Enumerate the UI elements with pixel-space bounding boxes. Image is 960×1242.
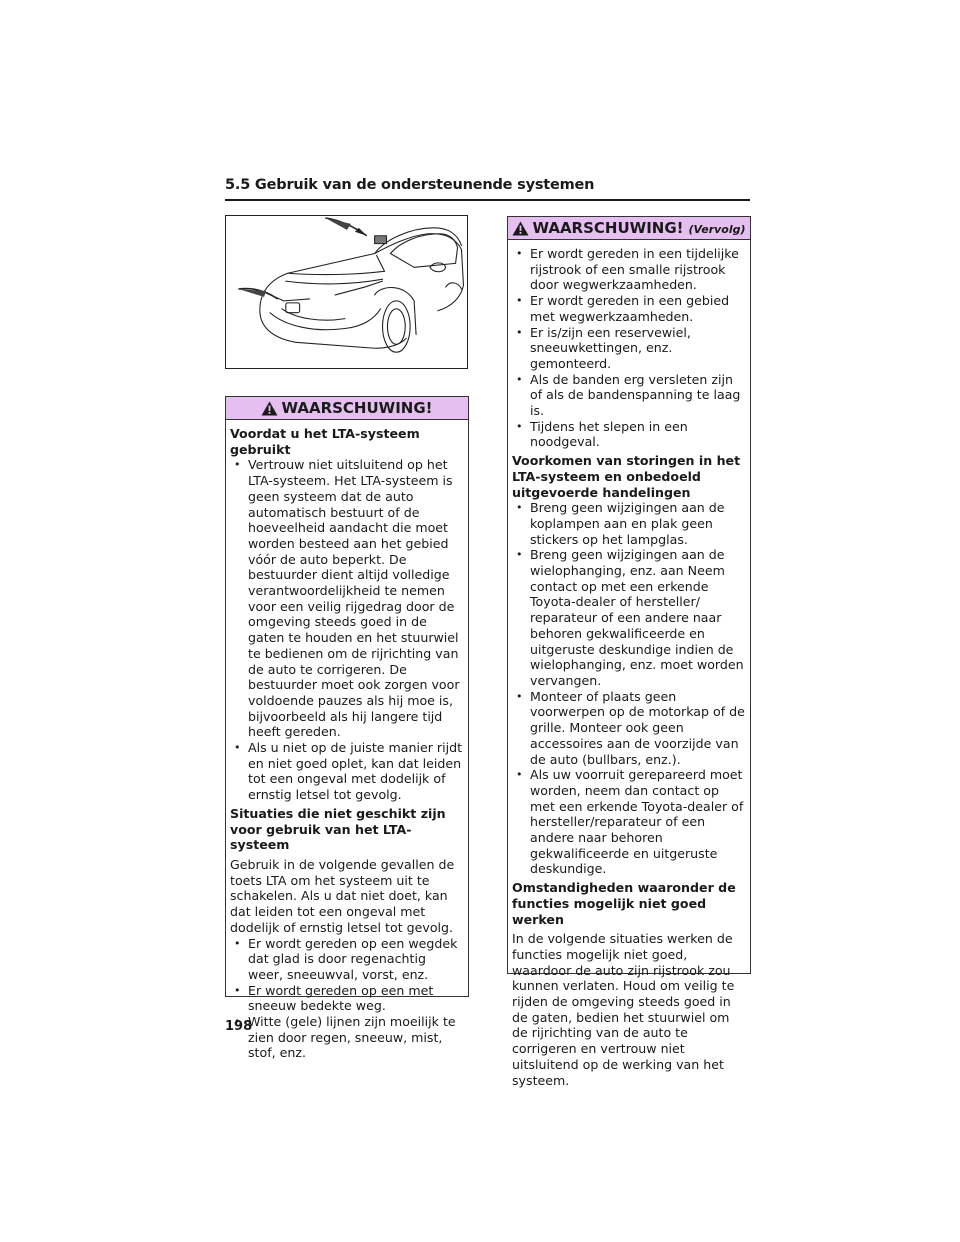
warning-title: WAARSCHUWING!	[281, 399, 433, 417]
page-number: 198	[225, 1019, 253, 1034]
list-item: • Er wordt gereden in een gebied met wegwerkzaamheden.	[512, 293, 745, 324]
continued-label: (Vervolg)	[688, 223, 746, 236]
list-item: • Als u niet op de juiste manier rijdt en niet goed oplet, kan dat leiden tot een ongeval met dodelijk of ernstig letsel tot gevolg.	[230, 740, 463, 803]
section-heading: Voordat u het LTA-systeem gebruikt	[230, 426, 420, 457]
section-heading: Voorkomen van storingen in het LTA-systeem en onbedoeld uitgevoerde handelingen	[512, 453, 741, 500]
list-item: • Er wordt gereden in een tijdelijke rijstrook of een smalle rijstrook door wegwerkzaamheden.	[512, 246, 745, 293]
list-item: • Monteer of plaats geen voorwerpen op de motorkap of de grille. Monteer ook geen accessoires aan de voorzijde van de auto (bullbars, enz.).	[512, 689, 745, 768]
warning-box-right	[507, 216, 751, 1088]
header-rule	[225, 199, 750, 201]
section-header: 5.5 Gebruik van de ondersteunende systemen	[225, 177, 595, 193]
car-front-sensor-icon	[226, 216, 467, 368]
car-illustration	[225, 215, 468, 369]
paragraph: In de volgende situaties werken de functies mogelijk niet goed, waardoor de auto zijn rijstrook zou kunnen verlaten. Houd om veilig te rijden de omgeving steeds goed in de gaten, bedien het stuurwiel om de rijrichting van de auto te corrigeren en vertrouw niet uitsluitend op de werking van het systeem.	[512, 931, 735, 1088]
list-item: • Als de banden erg versleten zijn of als de bandenspanning te laag is.	[512, 372, 745, 419]
section-heading: Situaties die niet geschikt zijn voor gebruik van het LTA-systeem	[230, 805, 446, 853]
list-item: • Breng geen wijzigingen aan de wielophanging, enz. aan Neem contact op met een erkende Toyota-dealer of hersteller/ reparateur of een andere naar behoren gekwalificeerde en uitgeruste deskundige indien de wielophanging, enz. moet worden vervangen.	[512, 547, 745, 688]
warning-triangle-icon	[261, 401, 278, 416]
list-item: • Breng geen wijzigingen aan de koplampen aan en plak geen stickers op het lampglas.	[512, 500, 745, 547]
list-item: • Als uw voorruit gerepareerd moet worden, neem dan contact op met een erkende Toyota-dealer of hersteller/reparateur of een andere naar behoren gekwalificeerde en uitgeruste deskundige.	[512, 767, 745, 877]
warning-header	[508, 217, 750, 240]
paragraph: Gebruik in de volgende gevallen de toets LTA om het systeem uit te schakelen. Als u dat niet doet, kan dat leiden tot een ongeval met dodelijk of ernstig letsel tot gevolg.	[230, 856, 455, 935]
section-heading: Omstandigheden waaronder de functies mogelijk niet goed werken	[512, 880, 736, 927]
warning-triangle-icon	[512, 221, 529, 236]
list-item: • Vertrouw niet uitsluitend op het LTA-systeem. Het LTA-systeem is geen systeem dat de auto automatisch bestuurt of de hoeveelheid aandacht die moet worden besteed aan het gebied vóór de auto beperkt. De bestuurder dient altijd volledige verantwoordelijkheid te nemen voor een veilig rijgedrag door de omgeving steeds goed in de gaten te houden en het stuurwiel te bedienen om de rijrichting van de auto te corrigeren. De bestuurder moet ook zorgen voor voldoende pauzes als hij moe is, bijvoorbeeld als hij langere tijd heeft gereden.	[230, 457, 463, 740]
list-item: • Er wordt gereden op een wegdek dat glad is door regenachtig weer, sneeuwval, vorst, enz.	[230, 936, 463, 983]
list-item: • Tijdens het slepen in een noodgeval.	[512, 419, 745, 450]
list-item: • Witte (gele) lijnen zijn moeilijk te zien door regen, sneeuw, mist, stof, enz.	[230, 1014, 463, 1061]
list-item: • Er wordt gereden op een met sneeuw bedekte weg.	[230, 983, 463, 1014]
warning-header	[226, 397, 468, 420]
list-item: • Er is/zijn een reservewiel, sneeuwkettingen, enz. gemonteerd.	[512, 325, 745, 372]
warning-title: WAARSCHUWING!	[532, 219, 684, 237]
